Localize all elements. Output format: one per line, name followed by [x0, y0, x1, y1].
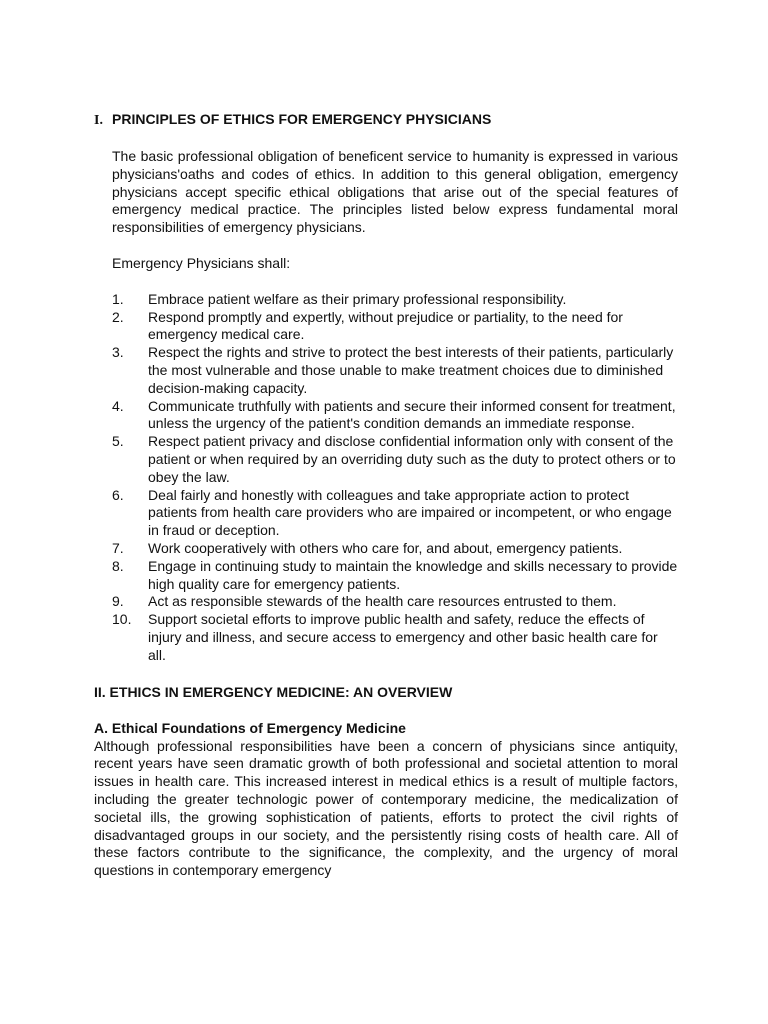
list-item-number: 10. [112, 611, 132, 628]
document-page [94, 111, 678, 880]
list-item [112, 593, 678, 611]
list-item-text: Respond promptly and expertly, without prejudice or partiality, to the need for emergency medical care. [148, 308, 623, 343]
list-item-text: Respect patient privacy and disclose confidential information only with consent of the patient or when required by an overriding duty such as the duty to protect others or to obey the law. [148, 433, 676, 485]
subsection-a-heading: A. Ethical Foundations of Emergency Medicine [94, 719, 406, 736]
list-item-number: 2. [112, 308, 124, 325]
list-item [112, 398, 678, 434]
physicians-shall-label: Emergency Physicians shall: [112, 254, 291, 271]
section-1-title: PRINCIPLES OF ETHICS FOR EMERGENCY PHYSICIANS [112, 111, 492, 127]
subsection-a-paragraph: Although professional responsibilities have been a concern of physicians since antiquity, recent years have seen dramatic growth of both professional and societal attention to moral issues in health care. This increased interest in medical ethics is a result of multiple factors, including the greater technologic power of contemporary medicine, the medicalization of societal ills, the growing sophistication of patients, efforts to protect the civil rights of disadvantaged groups in our society, and the persistently rising costs of health care. All of these factors contribute to the significance, the complexity, and the urgency of moral questions in contemporary emergency [94, 737, 678, 879]
section-1-body [112, 148, 678, 665]
list-item-text: Work cooperatively with others who care for, and about, emergency patients. [148, 539, 623, 556]
section-1-roman-numeral: I. [94, 113, 103, 128]
list-item-number: 6. [112, 486, 124, 503]
list-item [112, 558, 678, 594]
list-item-text: Embrace patient welfare as their primary professional responsibility. [148, 290, 567, 307]
list-item-text: Support societal efforts to improve public health and safety, reduce the effects of injury and illness, and secure access to emergency and other basic health care for all. [148, 611, 658, 663]
list-item-text: Deal fairly and honestly with colleagues and take appropriate action to protect patients from health care providers who are impaired or incompetent, or who engage in fraud or deception. [148, 486, 672, 539]
list-item-number: 7. [112, 539, 124, 556]
list-item [112, 309, 678, 345]
list-item-number: 3. [112, 344, 124, 361]
section-1-heading [94, 111, 678, 129]
list-item-text: Respect the rights and strive to protect the best interests of their patients, particularly the most vulnerable and those unable to make treatment choices due to diminished decision-making capacity. [148, 344, 674, 396]
list-item-text: Act as responsible stewards of the health care resources entrusted to them. [148, 593, 617, 610]
list-item-text: Engage in continuing study to maintain the knowledge and skills necessary to provide high quality care for emergency patients. [148, 557, 678, 592]
list-item-number: 1. [112, 290, 124, 307]
list-item-number: 8. [112, 557, 124, 574]
section-2-heading: II. ETHICS IN EMERGENCY MEDICINE: AN OVERVIEW [94, 683, 453, 700]
list-item [112, 540, 678, 558]
section-1-intro-paragraph: The basic professional obligation of beneficent service to humanity is expressed in various physicians'oaths and codes of ethics. In addition to this general obligation, emergency physicians accept specific ethical obligations that arise out of the special features of emergency medical practice. The principles listed below express fundamental moral responsibilities of emergency physicians. [112, 148, 678, 236]
list-item-number: 9. [112, 593, 124, 610]
list-item-text: Communicate truthfully with patients and secure their informed consent for treatment, unless the urgency of the patient's condition demands an immediate response. [148, 397, 676, 432]
list-item [112, 487, 678, 540]
list-item-number: 5. [112, 433, 124, 450]
list-item [112, 433, 678, 486]
list-item [112, 291, 678, 309]
list-item-number: 4. [112, 397, 124, 414]
list-item [112, 611, 678, 664]
principles-list [112, 291, 678, 665]
list-item [112, 344, 678, 397]
